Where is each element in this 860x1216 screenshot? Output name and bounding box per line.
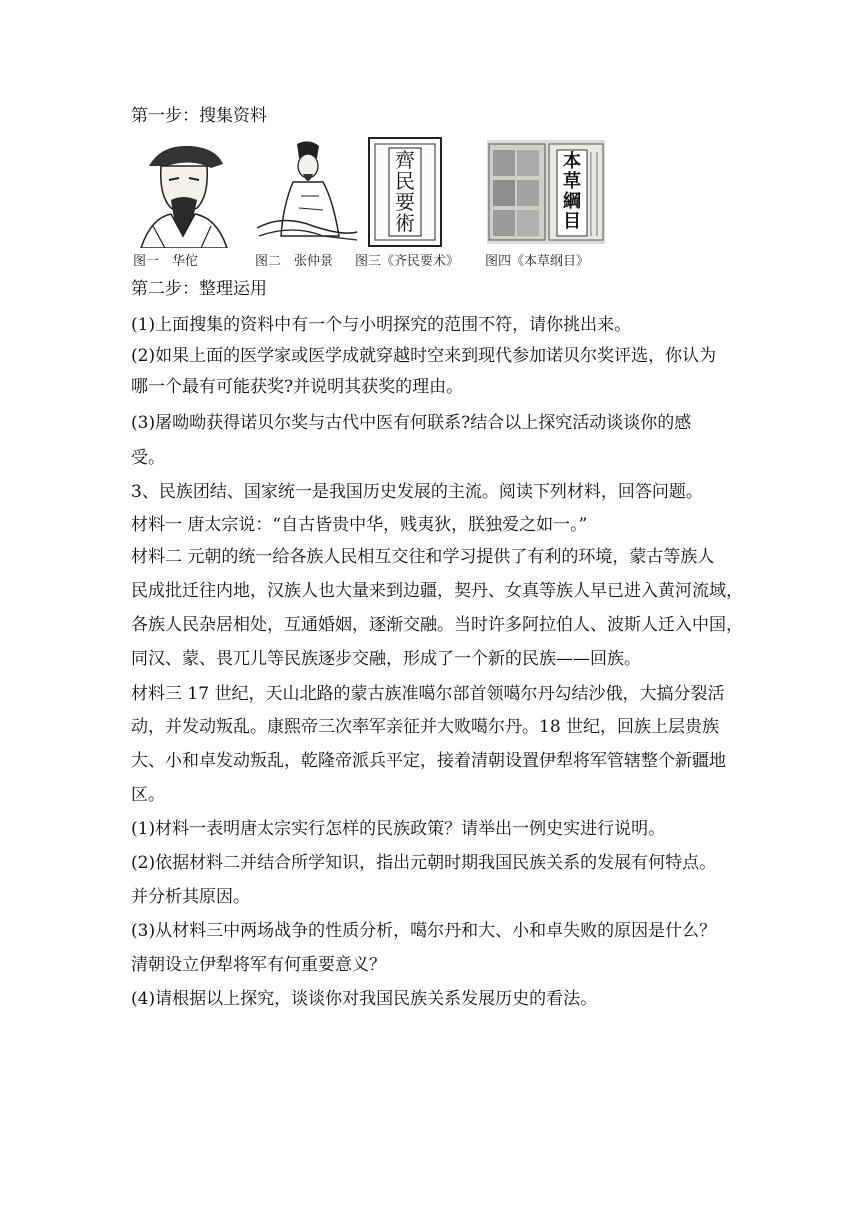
figure3-caption: 图三《齐民要术》 (355, 254, 460, 269)
book-char: 本 (563, 151, 581, 172)
prompt-2-line2: 并分析其原因。 (131, 887, 250, 907)
material-3-line3: 大、小和卓发动叛乱，乾隆帝派兵平定，接着清朝设置伊犁将军管辖整个新疆地 (131, 751, 726, 771)
qiminyaoshu-book (367, 136, 443, 248)
huatuo-portrait (131, 136, 236, 248)
prompt-2-line1: (2)依据材料二并结合所学知识，指出元朝时期我国民族关系的发展有何特点。 (131, 853, 717, 873)
material-1: 材料一 唐太宗说：“自古皆贵中华，贱夷狄，朕独爱之如一。” (131, 515, 588, 535)
material-3-line1: 材料三 17 世纪，天山北路的蒙古族准噶尔部首领噶尔丹勾结沙俄，大搞分裂活 (131, 684, 725, 704)
prompt-3-line2: 清朝设立伊犁将军有何重要意义？ (131, 955, 386, 975)
prompt-4: (4)请根据以上探究，谈谈你对我国民族关系发展历史的看法。 (131, 989, 598, 1009)
book-char: 目 (563, 211, 581, 232)
material-2-line1: 材料二 元朝的统一给各族人民相互交往和学习提供了有利的环境，蒙古等族人 (131, 547, 715, 567)
step2-heading: 第二步：整理运用 (131, 279, 267, 299)
book-char: 要 (395, 190, 415, 214)
material-2-line4: 同汉、蒙、畏兀儿等民族逐步交融，形成了一个新的民族——回族。 (131, 649, 641, 669)
figure1-caption: 图一 华佗 (133, 254, 199, 269)
figure-row (131, 136, 611, 268)
book-char: 術 (395, 211, 415, 235)
prompt-3-line1: (3)从材料三中两场战争的性质分析，噶尔丹和大、小和卓失败的原因是什么？ (131, 921, 717, 941)
question-3-line2: 受。 (131, 448, 165, 468)
figure2-caption: 图二 张仲景 (255, 254, 334, 269)
section3-intro: 3、民族团结、国家统一是我国历史发展的主流。阅读下列材料，回答问题。 (131, 482, 703, 502)
book-char: 綱 (563, 191, 581, 212)
book-char: 齊 (395, 148, 415, 172)
material-3-line2: 动，并发动叛乱。康熙帝三次率军亲征并大败噶尔丹。18 世纪，回族上层贵族 (131, 717, 720, 737)
material-2-line2: 民成批迁往内地，汉族人也大量来到边疆，契丹、女真等族人早已进入黄河流域， (131, 581, 743, 601)
zhangzhongjing-portrait (253, 136, 361, 248)
material-2-line3: 各族人民杂居相处，互通婚姻，逐渐交融。当时许多阿拉伯人、波斯人迁入中国， (131, 615, 743, 635)
figure4-caption: 图四《本草纲目》 (485, 254, 590, 269)
prompt-1: (1)材料一表明唐太宗实行怎样的民族政策？请举出一例史实进行说明。 (131, 819, 666, 839)
step1-heading: 第一步：搜集资料 (131, 106, 267, 126)
question-3-line1: (3)屠呦呦获得诺贝尔奖与古代中医有何联系?结合以上探究活动谈谈你的感 (131, 413, 692, 433)
question-2-line1: (2)如果上面的医学家或医学成就穿越时空来到现代参加诺贝尔奖评选，你认为 (131, 346, 717, 366)
bencaogangmu-book (487, 136, 605, 248)
question-2-line2: 哪一个最有可能获奖?并说明其获奖的理由。 (131, 377, 464, 397)
book-char: 草 (563, 171, 581, 192)
question-1: (1)上面搜集的资料中有一个与小明探究的范围不符，请你挑出来。 (131, 315, 632, 335)
material-3-line4: 区。 (131, 785, 165, 805)
book-char: 民 (395, 169, 415, 193)
